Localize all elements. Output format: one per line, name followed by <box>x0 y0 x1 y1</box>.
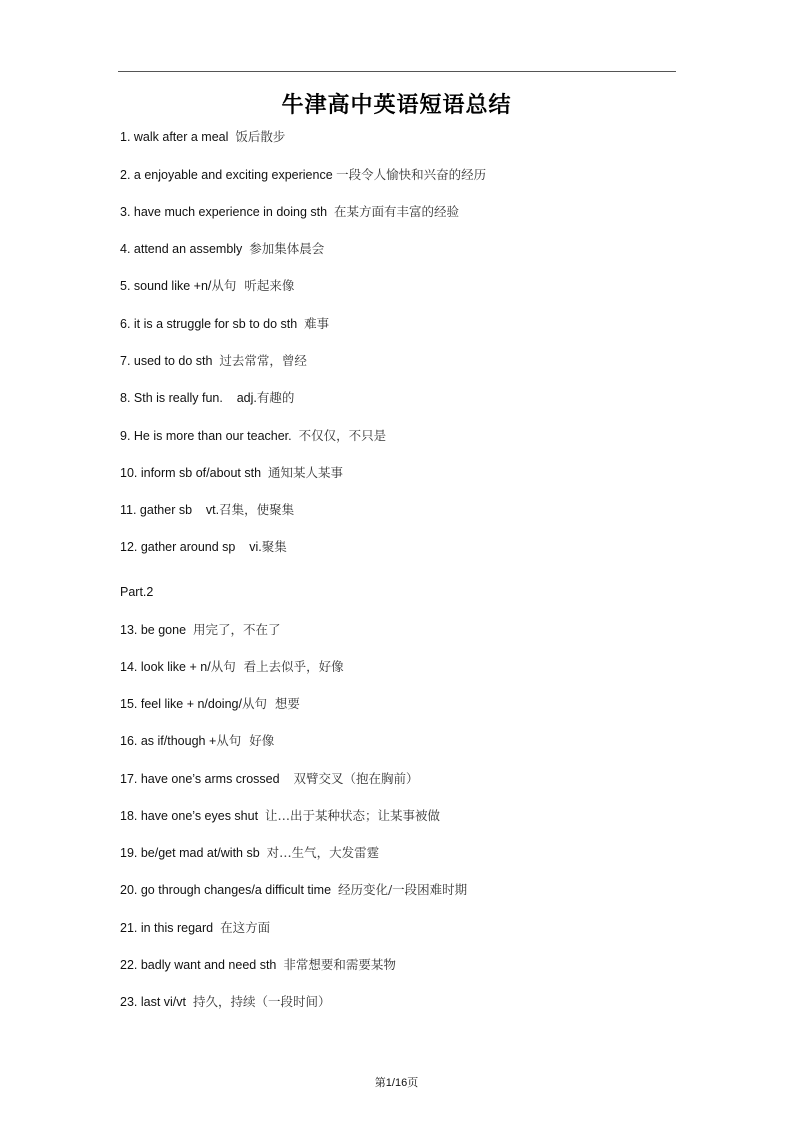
phrase-chinese: 一段令人愉快和兴奋的经历 <box>336 167 487 182</box>
phrase-chinese: 用完了，不在了 <box>192 622 281 637</box>
phrase-chinese: 饭后散步 <box>235 129 286 144</box>
phrase-chinese: 从句 听起来像 <box>211 278 295 293</box>
phrase-english: 8. Sth is really fun. adj. <box>120 391 257 405</box>
phrase-english: 9. He is more than our teacher. <box>120 429 299 443</box>
phrase-item <box>120 128 285 146</box>
phrase-english: 4. attend an assembly <box>120 242 250 256</box>
section-heading <box>120 583 153 601</box>
phrase-chinese: 有趣的 <box>256 390 295 405</box>
phrase-item <box>120 621 281 639</box>
phrase-english: 15. feel like + n/doing/ <box>120 697 242 711</box>
phrase-item <box>120 881 467 899</box>
phrase-item <box>120 844 379 862</box>
phrase-english: 5. sound like +n/ <box>120 279 212 293</box>
phrase-english: 13. be gone <box>120 623 193 637</box>
phrase-chinese: 不仅仅，不只是 <box>298 428 387 443</box>
phrase-english: 7. used to do sth <box>120 354 220 368</box>
phrase-item <box>120 240 324 258</box>
phrase-item <box>120 770 418 788</box>
phrase-item <box>120 732 274 750</box>
phrase-item <box>120 538 287 556</box>
phrase-item <box>120 389 294 407</box>
phrase-item <box>120 427 386 445</box>
phrase-english: 10. inform sb of/about sth <box>120 466 268 480</box>
phrase-chinese: 从句 看上去似乎，好像 <box>210 659 344 674</box>
phrase-english: 21. in this regard <box>120 921 221 935</box>
phrase-chinese: 持久，持续（一段时间） <box>192 994 331 1009</box>
phrase-item <box>120 807 440 825</box>
section-label: Part.2 <box>120 585 154 599</box>
phrase-english: 20. go through changes/a difficult time <box>120 883 338 897</box>
phrase-chinese: 对…生气，大发雷霆 <box>266 845 380 860</box>
phrase-chinese: 双臂交叉（抱在胸前） <box>293 771 419 786</box>
phrase-item <box>120 464 343 482</box>
phrase-item <box>120 956 396 974</box>
phrase-item <box>120 352 307 370</box>
phrase-english: 1. walk after a meal <box>120 130 236 144</box>
phrase-english: 18. have one’s eyes shut <box>120 809 266 823</box>
phrase-chinese: 经历变化/一段困难时期 <box>337 882 468 897</box>
phrase-chinese: 难事 <box>304 316 330 331</box>
phrase-chinese: 让…出于某种状态；让某事被做 <box>265 808 441 823</box>
document-title: 牛津高中英语短语总结 <box>281 93 512 118</box>
phrase-chinese: 从句 想要 <box>241 696 300 711</box>
phrase-item <box>120 695 300 713</box>
phrase-english: 17. have one’s arms crossed <box>120 772 294 786</box>
phrase-item <box>120 203 459 221</box>
phrase-english: 3. have much experience in doing sth <box>120 205 335 219</box>
page-number: 第1/16页 <box>374 1077 419 1089</box>
phrase-english: 22. badly want and need sth <box>120 958 284 972</box>
phrase-english: 19. be/get mad at/with sb <box>120 846 267 860</box>
phrase-chinese: 过去常常，曾经 <box>219 353 307 368</box>
phrase-item <box>120 993 330 1011</box>
phrase-chinese: 参加集体晨会 <box>249 241 325 256</box>
phrase-chinese: 聚集 <box>261 539 287 554</box>
phrase-english: 23. last vi/vt <box>120 995 193 1009</box>
phrase-item <box>120 315 329 333</box>
phrase-item <box>120 919 270 937</box>
phrase-english: 12. gather around sp vi. <box>120 540 262 554</box>
phrase-item <box>120 277 294 295</box>
phrase-english: 6. it is a struggle for sb to do sth <box>120 317 305 331</box>
phrase-chinese: 从句 好像 <box>216 733 275 748</box>
phrase-item <box>120 166 486 184</box>
phrase-chinese: 在这方面 <box>220 920 271 935</box>
phrase-english: 11. gather sb vt. <box>120 503 220 517</box>
phrase-item <box>120 501 294 519</box>
phrase-chinese: 非常想要和需要某物 <box>283 957 396 972</box>
header-rule <box>118 71 676 72</box>
phrase-chinese: 在某方面有丰富的经验 <box>334 204 460 219</box>
phrase-item <box>120 658 344 676</box>
phrase-english: 2. a enjoyable and exciting experience <box>120 168 337 182</box>
phrase-english: 14. look like + n/ <box>120 660 211 674</box>
phrase-english: 16. as if/though + <box>120 734 217 748</box>
phrase-chinese: 召集，使聚集 <box>219 502 295 517</box>
phrase-chinese: 通知某人某事 <box>268 465 344 480</box>
